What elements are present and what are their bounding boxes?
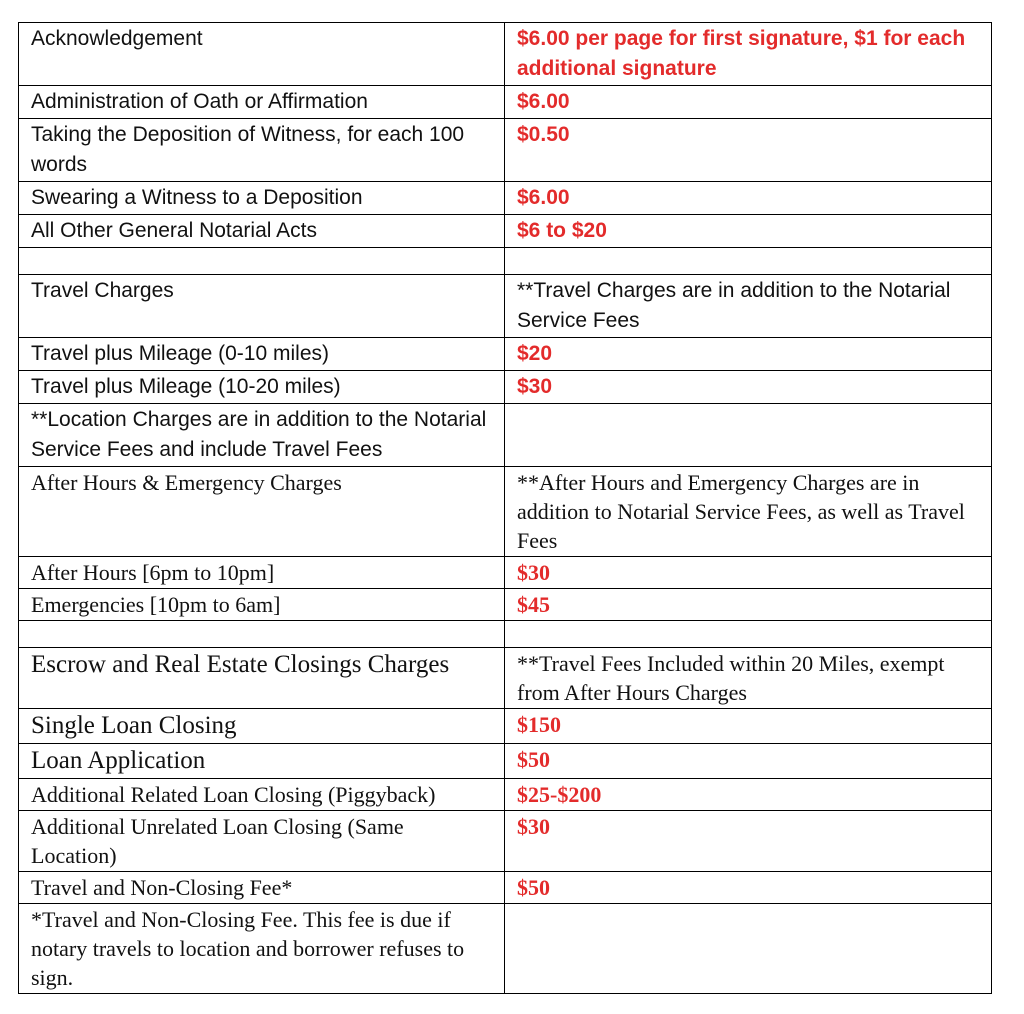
table-row [19,86,992,119]
fee-label: All Other General Notarial Acts [19,215,505,248]
table-row [19,119,992,182]
fee-label: Loan Application [19,744,505,779]
fee-value: $30 [505,371,992,404]
table-row [19,557,992,589]
table-row-empty [19,248,992,275]
fee-value: $50 [505,872,992,904]
table-row-empty [19,621,992,648]
fee-label: After Hours [6pm to 10pm] [19,557,505,589]
table-row [19,23,992,86]
fee-value: $45 [505,589,992,621]
section-heading-after-hours: After Hours & Emergency Charges [19,467,505,557]
table-row [19,811,992,872]
notary-fee-table [18,22,992,994]
footnote: *Travel and Non-Closing Fee. This fee is due if notary travels to location and borrower refuses to sign. [19,904,505,994]
location-note: **Location Charges are in addition to the Notarial Service Fees and include Travel Fees [19,404,505,467]
fee-label: Travel plus Mileage (10-20 miles) [19,371,505,404]
table-row [19,338,992,371]
fee-value: $20 [505,338,992,371]
section-note: **After Hours and Emergency Charges are in addition to Notarial Service Fees, as well as Travel Fees [505,467,992,557]
table-row [19,648,992,709]
fee-value: $0.50 [505,119,992,182]
table-row [19,182,992,215]
fee-value [505,904,992,994]
fee-label: Emergencies [10pm to 6am] [19,589,505,621]
table-row [19,371,992,404]
section-heading-escrow: Escrow and Real Estate Closings Charges [19,648,505,709]
fee-value [505,621,992,648]
fee-label: Administration of Oath or Affirmation [19,86,505,119]
fee-label: Single Loan Closing [19,709,505,744]
section-note: **Travel Fees Included within 20 Miles, exempt from After Hours Charges [505,648,992,709]
table-row [19,709,992,744]
fee-label: Travel and Non-Closing Fee* [19,872,505,904]
fee-value: $30 [505,557,992,589]
table-row [19,744,992,779]
table-row [19,779,992,811]
fee-value [505,404,992,467]
fee-label: Additional Unrelated Loan Closing (Same Location) [19,811,505,872]
fee-label: Acknowledgement [19,23,505,86]
fee-value: $50 [505,744,992,779]
table-row [19,275,992,338]
table-row [19,404,992,467]
fee-label [19,621,505,648]
fee-value: $6.00 per page for first signature, $1 for each additional signature [505,23,992,86]
fee-label: Swearing a Witness to a Deposition [19,182,505,215]
fee-value: $6 to $20 [505,215,992,248]
fee-value: $6.00 [505,182,992,215]
fee-value: $25-$200 [505,779,992,811]
fee-value: $6.00 [505,86,992,119]
table-row [19,215,992,248]
fee-label: Taking the Deposition of Witness, for each 100 words [19,119,505,182]
table-row [19,589,992,621]
table-row [19,467,992,557]
fee-value [505,248,992,275]
fee-label: Additional Related Loan Closing (Piggyback) [19,779,505,811]
fee-value: $150 [505,709,992,744]
fee-label [19,248,505,275]
fee-value: $30 [505,811,992,872]
section-note: **Travel Charges are in addition to the Notarial Service Fees [505,275,992,338]
section-heading-travel: Travel Charges [19,275,505,338]
table-row [19,872,992,904]
table-row [19,904,992,994]
fee-label: Travel plus Mileage (0-10 miles) [19,338,505,371]
